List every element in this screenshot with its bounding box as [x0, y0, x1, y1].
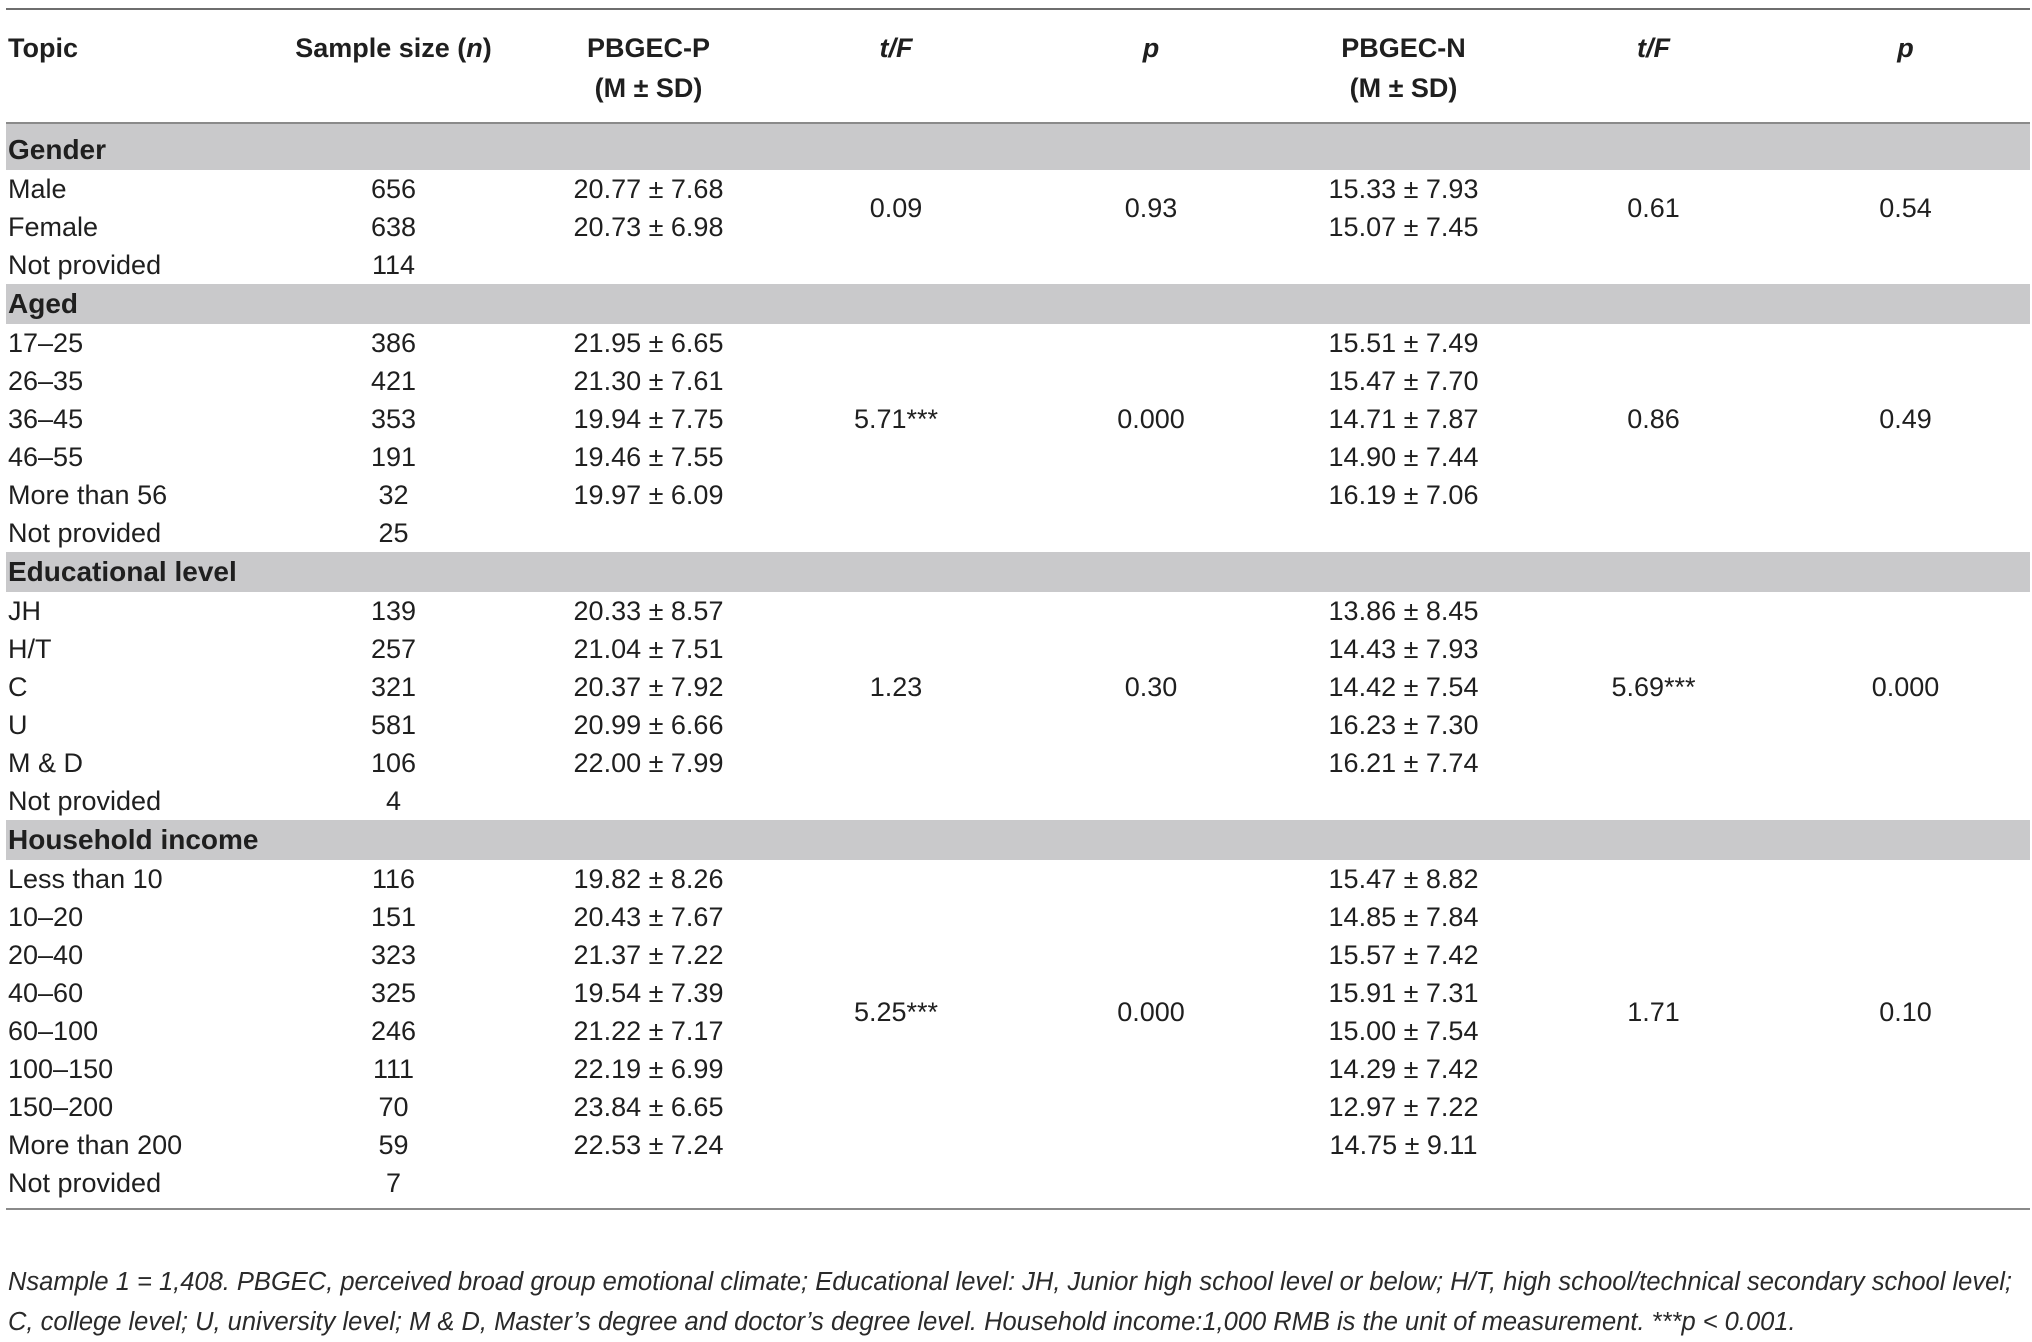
row-label: More than 56	[8, 480, 168, 510]
table-row	[6, 514, 2030, 552]
row-label: Not provided	[8, 786, 162, 816]
tf-p-cell: 0.09	[869, 193, 923, 223]
header-p-1	[1021, 9, 1281, 123]
empty-cell	[1781, 782, 2030, 820]
table-row	[6, 170, 2030, 208]
p-value-n-cell: 0.000	[1871, 672, 1940, 702]
header-sample-size-close: )	[482, 33, 492, 63]
empty-cell	[1781, 514, 2030, 552]
table-row	[6, 592, 2030, 630]
pbgec-n-cell: 13.86 ± 8.45	[1328, 596, 1479, 626]
row-label: 150–200	[8, 1092, 114, 1122]
pbgec-p-cell	[526, 514, 771, 552]
header-pbgec-p-line2: (M ± SD)	[594, 73, 703, 103]
empty-cell	[1526, 246, 1781, 284]
empty-cell	[771, 1164, 1021, 1209]
tf-p-cell: 5.25***	[853, 997, 939, 1027]
row-label: Not provided	[8, 518, 162, 548]
pbgec-n-cell: 14.85 ± 7.84	[1328, 902, 1479, 932]
empty-cell	[1781, 1164, 2030, 1209]
group-row	[6, 552, 2030, 592]
pbgec-n-cell: 12.97 ± 7.22	[1328, 1092, 1479, 1122]
pbgec-n-cell: 15.07 ± 7.45	[1328, 212, 1479, 242]
sample-size-cell: 106	[370, 748, 417, 778]
pbgec-n-cell	[1281, 1164, 1526, 1209]
empty-cell	[1781, 246, 2030, 284]
pbgec-n-cell: 15.47 ± 8.82	[1328, 864, 1479, 894]
pbgec-p-cell	[526, 782, 771, 820]
header-p-1-text: p	[1142, 33, 1160, 63]
header-tf-2	[1526, 9, 1781, 123]
empty-cell	[771, 782, 1021, 820]
row-label: Female	[8, 212, 99, 242]
pbgec-n-cell: 14.43 ± 7.93	[1328, 634, 1479, 664]
group-heading: Gender	[6, 123, 2030, 170]
empty-cell	[1526, 782, 1781, 820]
group-heading: Aged	[6, 284, 2030, 324]
sample-size-cell: 191	[370, 442, 417, 472]
empty-cell	[771, 514, 1021, 552]
header-tf-1	[771, 9, 1021, 123]
header-tf-1-text: t/F	[879, 33, 913, 63]
pbgec-n-cell: 15.00 ± 7.54	[1328, 1016, 1479, 1046]
pbgec-n-cell	[1281, 246, 1526, 284]
sample-size-cell: 323	[370, 940, 417, 970]
sample-size-cell: 421	[370, 366, 417, 396]
header-pbgec-p	[526, 9, 771, 123]
row-label: H/T	[8, 634, 52, 664]
sample-size-cell: 386	[370, 328, 417, 358]
pbgec-p-cell: 21.04 ± 7.51	[573, 634, 724, 664]
sample-size-cell: 246	[370, 1016, 417, 1046]
pbgec-p-cell: 21.30 ± 7.61	[573, 366, 724, 396]
sample-size-cell: 32	[378, 480, 409, 510]
row-label: 40–60	[8, 978, 84, 1008]
row-label: JH	[8, 596, 41, 626]
p-value-p-cell: 0.30	[1124, 672, 1178, 702]
pbgec-n-cell: 14.42 ± 7.54	[1328, 672, 1479, 702]
p-value-p-cell: 0.93	[1124, 193, 1178, 223]
sample-size-cell: 7	[261, 1164, 526, 1209]
pbgec-p-cell: 21.22 ± 7.17	[573, 1016, 724, 1046]
row-label: 10–20	[8, 902, 84, 932]
pbgec-p-cell: 21.37 ± 7.22	[573, 940, 724, 970]
pbgec-n-cell	[1281, 782, 1526, 820]
pbgec-n-cell: 16.21 ± 7.74	[1328, 748, 1479, 778]
row-label: Less than 10	[8, 864, 163, 894]
tf-n-cell: 0.86	[1627, 404, 1680, 434]
group-heading: Educational level	[6, 552, 2030, 592]
row-label: Male	[8, 174, 67, 204]
results-table-container	[6, 8, 2030, 1210]
sample-size-cell: 321	[370, 672, 417, 702]
header-tf-2-text: t/F	[1637, 33, 1670, 63]
empty-cell	[1021, 1164, 1281, 1209]
pbgec-n-cell: 15.51 ± 7.49	[1328, 328, 1479, 358]
tf-n-cell: 1.71	[1627, 997, 1680, 1027]
pbgec-p-cell: 20.37 ± 7.92	[573, 672, 724, 702]
table-row	[6, 782, 2030, 820]
empty-cell	[1526, 514, 1781, 552]
empty-cell	[1021, 246, 1281, 284]
pbgec-p-cell	[526, 1164, 771, 1209]
sample-size-cell: 325	[370, 978, 417, 1008]
sample-size-cell: 111	[372, 1054, 415, 1084]
row-label: 20–40	[8, 940, 84, 970]
pbgec-p-cell: 19.94 ± 7.75	[573, 404, 724, 434]
pbgec-n-cell: 15.57 ± 7.42	[1328, 940, 1479, 970]
p-value-p-cell: 0.000	[1117, 404, 1185, 434]
pbgec-p-cell: 20.43 ± 7.67	[573, 902, 724, 932]
row-label: 17–25	[8, 328, 84, 358]
p-value-n-cell: 0.10	[1879, 997, 1932, 1027]
pbgec-n-cell: 14.75 ± 9.11	[1329, 1130, 1478, 1160]
pbgec-p-cell: 19.54 ± 7.39	[573, 978, 724, 1008]
header-sample-size	[261, 9, 526, 123]
sample-size-cell: 114	[371, 250, 416, 280]
row-label: 100–150	[8, 1054, 114, 1084]
group-row	[6, 123, 2030, 170]
row-label: 26–35	[8, 366, 84, 396]
empty-cell	[1021, 514, 1281, 552]
tf-n-cell: 5.69***	[1611, 672, 1696, 702]
pbgec-p-cell: 20.77 ± 7.68	[573, 174, 724, 204]
pbgec-p-cell: 22.53 ± 7.24	[573, 1130, 724, 1160]
table-row	[6, 324, 2030, 362]
pbgec-n-cell	[1281, 514, 1526, 552]
empty-cell	[1021, 782, 1281, 820]
sample-size-cell: 257	[370, 634, 417, 664]
header-topic	[6, 9, 261, 123]
row-label: More than 200	[8, 1130, 183, 1160]
pbgec-p-cell: 20.73 ± 6.98	[573, 212, 724, 242]
table-row	[6, 860, 2030, 898]
table-footnote: Nsample 1 = 1,408. PBGEC, perceived broad group emotional climate; Educational level: JH, Junior high school level or below; H/T, high school/technical secondary school level; C, college level; U, university level; M & D, Master’s degree and doctor’s degree level. Household income:1,000 RMB is the unit of measurement. ***p < 0.001.	[8, 1268, 2013, 1336]
pbgec-p-cell: 22.19 ± 6.99	[573, 1054, 724, 1084]
tf-p-cell: 1.23	[869, 672, 923, 702]
empty-cell	[1526, 1164, 1781, 1209]
pbgec-n-cell: 15.47 ± 7.70	[1328, 366, 1479, 396]
pbgec-n-cell: 14.71 ± 7.87	[1328, 404, 1479, 434]
sample-size-cell: 151	[370, 902, 417, 932]
p-value-n-cell: 0.49	[1879, 404, 1932, 434]
row-label: Not provided	[6, 1164, 261, 1209]
row-label: 60–100	[8, 1016, 99, 1046]
group-heading: Household income	[6, 820, 2030, 860]
pbgec-p-cell: 20.99 ± 6.66	[573, 710, 724, 740]
pbgec-p-cell: 20.33 ± 8.57	[573, 596, 724, 626]
table-row	[6, 246, 2030, 284]
header-pbgec-n-line1: PBGEC-N	[1341, 33, 1466, 63]
sample-size-cell: 656	[370, 174, 417, 204]
group-row	[6, 284, 2030, 324]
header-p-2-text: p	[1897, 33, 1914, 63]
header-topic-text: Topic	[8, 33, 78, 63]
pbgec-p-cell: 23.84 ± 6.65	[573, 1092, 724, 1122]
pbgec-p-cell: 21.95 ± 6.65	[573, 328, 724, 358]
table-header	[6, 9, 2030, 123]
pbgec-p-cell: 19.46 ± 7.55	[573, 442, 724, 472]
sample-size-cell: 70	[378, 1092, 409, 1122]
pbgec-n-cell: 14.29 ± 7.42	[1328, 1054, 1479, 1084]
row-label: C	[8, 672, 28, 702]
header-row	[6, 9, 2030, 123]
pbgec-p-cell: 22.00 ± 7.99	[573, 748, 724, 778]
group-row	[6, 820, 2030, 860]
pbgec-p-cell	[526, 246, 771, 284]
header-sample-size-n: n	[466, 33, 483, 63]
results-table	[6, 8, 2030, 1210]
pbgec-n-cell: 15.91 ± 7.31	[1328, 978, 1479, 1008]
sample-size-cell: 25	[378, 518, 409, 548]
table-row	[6, 1164, 2030, 1209]
row-label: 36–45	[8, 404, 84, 434]
p-value-n-cell: 0.54	[1879, 193, 1932, 223]
sample-size-cell: 581	[370, 710, 417, 740]
pbgec-p-cell: 19.97 ± 6.09	[573, 480, 724, 510]
pbgec-n-cell: 16.19 ± 7.06	[1328, 480, 1479, 510]
header-sample-size-text: Sample size (	[295, 33, 467, 63]
header-p-2	[1781, 9, 2030, 123]
row-label: U	[8, 710, 28, 740]
sample-size-cell: 59	[378, 1130, 409, 1160]
row-label: M & D	[8, 748, 84, 778]
row-label: 46–55	[8, 442, 84, 472]
pbgec-p-cell: 19.82 ± 8.26	[573, 864, 724, 894]
p-value-p-cell: 0.000	[1117, 997, 1185, 1027]
sample-size-cell: 139	[370, 596, 417, 626]
row-label: Not provided	[8, 250, 162, 280]
empty-cell	[771, 246, 1021, 284]
sample-size-cell: 353	[370, 404, 417, 434]
pbgec-n-cell: 15.33 ± 7.93	[1328, 174, 1479, 204]
tf-n-cell: 0.61	[1627, 193, 1680, 223]
header-pbgec-n-line2: (M ± SD)	[1349, 73, 1458, 103]
sample-size-cell: 638	[370, 212, 417, 242]
header-pbgec-p-line1: PBGEC-P	[586, 33, 711, 63]
sample-size-cell: 116	[371, 864, 416, 894]
table-body	[6, 123, 2030, 1209]
sample-size-cell: 4	[385, 786, 402, 816]
pbgec-n-cell: 14.90 ± 7.44	[1328, 442, 1479, 472]
pbgec-n-cell: 16.23 ± 7.30	[1328, 710, 1479, 740]
tf-p-cell: 5.71***	[853, 404, 939, 434]
header-pbgec-n	[1281, 9, 1526, 123]
